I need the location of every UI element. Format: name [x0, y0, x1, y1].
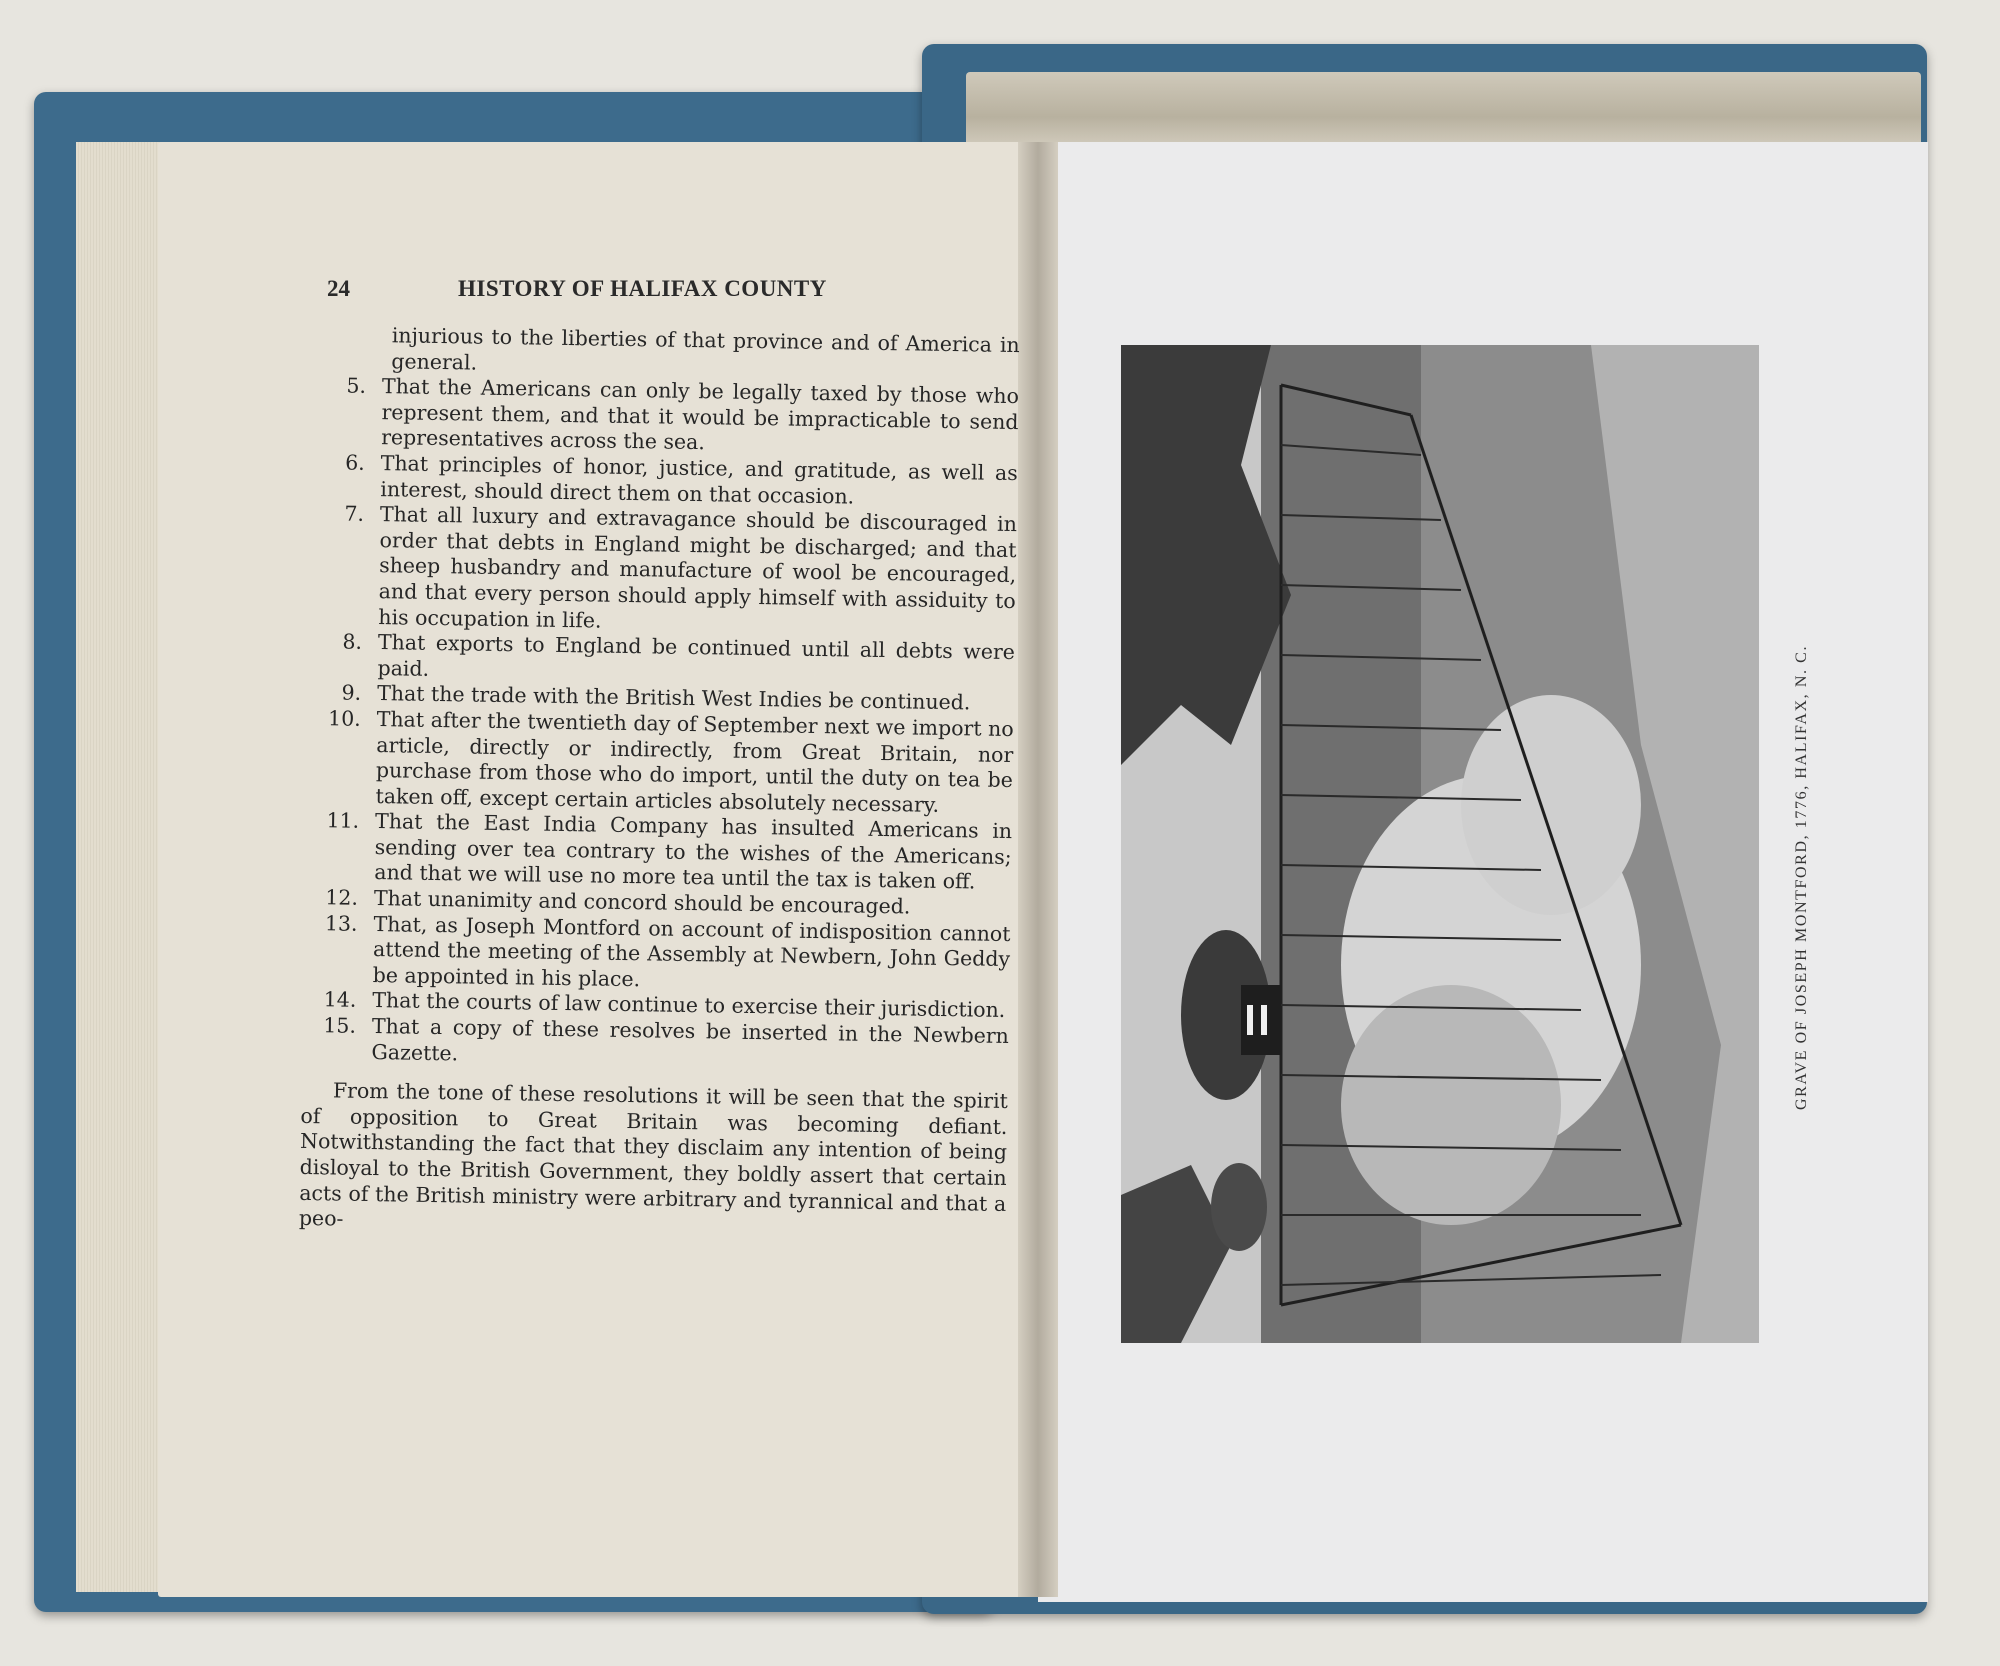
resolution-number: 8. [342, 629, 363, 654]
resolution-item [305, 706, 1014, 819]
resolution-number: 14. [323, 987, 357, 1013]
book-gutter [1018, 142, 1058, 1597]
resolution-text: That the Americans can only be legally taxed by those who represent them, and that it would be impracticable to send representatives across the sea. [381, 374, 1020, 455]
resolutions-text [299, 322, 1020, 1243]
resolution-text: That the trade with the British West Indies be continued. [376, 681, 971, 715]
resolution-number: 9. [341, 680, 362, 706]
page-number: 24 [327, 276, 350, 301]
resolution-number: 15. [323, 1013, 357, 1038]
resolution-text: That, as Joseph Montford on account of indisposition cannot attend the meeting of the Assembly at Newbern, John Geddy be appointed in his place. [372, 911, 1011, 992]
resolution-item [311, 373, 1019, 461]
resolution-number: 7. [344, 501, 365, 526]
resolution-number: 12. [325, 885, 359, 910]
resolution-item [308, 501, 1017, 640]
resolution-number: 13. [324, 910, 358, 936]
resolution-text: That all luxury and extravagance should be discouraged in order that debts in England might be discharged; and that sheep husbandry and manufacture of wool be encouraged, and that every person should apply himself with assiduity to his occupation in life. [378, 502, 1018, 633]
resolution-text: That the courts of law continue to exercise their jurisdiction. [372, 988, 1006, 1023]
closing-paragraph: From the tone of these resolutions it will be seen that the spirit of opposition to Great Britain was becoming defiant. Notwithstanding the fact that they disclaim any intention of being disloyal to the British Government, they boldly assert that certain acts of the British ministry were arbitrary and tyrannical and that a peo- [298, 1078, 1009, 1231]
resolution-text: That principles of honor, justice, and gratitude, as well as interest, should direct them on that occasion. [380, 451, 1018, 509]
resolution-item [303, 911, 1011, 999]
resolution-number: 6. [345, 450, 365, 475]
photo-caption: GRAVE OF JOSEPH MONTFORD, 1776, HALIFAX, N. C. [1793, 644, 1810, 1110]
resolution-item [301, 1013, 1009, 1075]
running-head: HISTORY OF HALIFAX COUNTY [458, 276, 827, 301]
resolution-text: That exports to England be continued until all debts were paid. [377, 630, 1016, 681]
resolution-number: 10. [327, 706, 361, 731]
grave-photograph [1121, 345, 1759, 1343]
continuation-text: injurious to the liberties of that province and of America in general. [391, 323, 1020, 375]
resolution-item [304, 808, 1012, 896]
resolution-text: That the East India Company has insulted Americans in sending over tea contrary to the wishes of the Americans; and that we will use no more tea until the tax is taken off. [374, 809, 1013, 894]
resolution-text: That unanimity and concord should be encouraged. [373, 886, 911, 919]
resolution-text: That after the twentieth day of September next we import no article, directly or indirectly, from Great Britain, nor purchase from those who do import, until the duty on tea be taken off, except certain articles absolutely necessary. [375, 706, 1014, 817]
grave-photo-illustration [1121, 345, 1759, 1343]
resolution-number: 11. [326, 808, 360, 834]
resolution-text: That a copy of these resolves be inserted in the Newbern Gazette. [371, 1014, 1010, 1065]
resolution-number: 5. [346, 373, 367, 399]
